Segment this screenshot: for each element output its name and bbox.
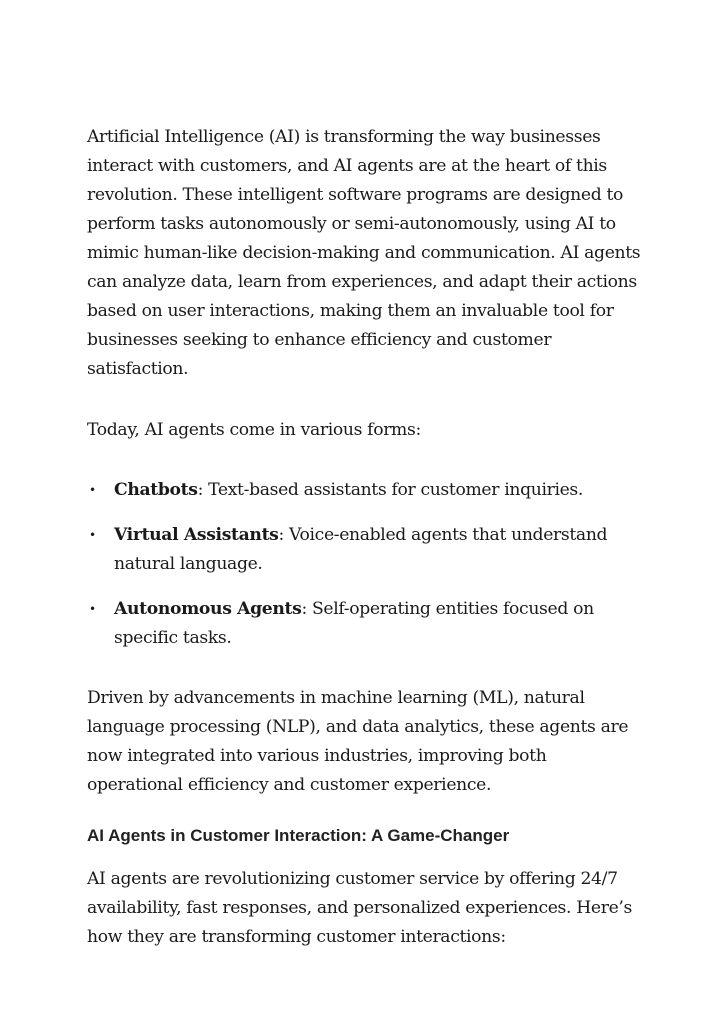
list-item-term: Virtual Assistants xyxy=(114,525,279,545)
list-item-description: : Voice-enabled agents that understand natural language. xyxy=(114,525,608,574)
intro-paragraph: Artificial Intelligence (AI) is transforming the way businesses interact with customers, and AI agents are at the heart of this revolution. These intelligent software programs are designed to perform tasks autonomously or semi-autonomously, using AI to mimic human-like decision-making and communication. AI agents can analyze data, learn from experiences, and adapt their actions based on user interactions, making them an invaluable tool for businesses seeking to enhance efficiency and customer satisfaction. xyxy=(87,127,641,379)
bullet-icon: • xyxy=(89,528,96,542)
list-item-chatbots xyxy=(87,476,647,505)
bullet-icon: • xyxy=(89,483,96,497)
list-item-virtual-assistants xyxy=(87,521,647,579)
section-paragraph: AI agents are revolutionizing customer service by offering 24/7 availability, fast responses, and personalized experiences. Here’s how they are transforming customer interactions: xyxy=(87,869,632,947)
list-item-term: Autonomous Agents xyxy=(114,599,302,619)
list-item-autonomous-agents xyxy=(87,595,647,653)
document-page xyxy=(87,123,647,952)
ai-agent-forms-list xyxy=(87,476,647,653)
bullet-icon: • xyxy=(89,602,96,616)
forms-intro-paragraph: Today, AI agents come in various forms: xyxy=(87,420,421,440)
section-heading: AI Agents in Customer Interaction: A Game-Changer xyxy=(87,826,510,845)
list-item-term: Chatbots xyxy=(114,480,198,500)
drivers-paragraph: Driven by advancements in machine learning (ML), natural language processing (NLP), and data analytics, these agents are now integrated into various industries, improving both operational efficiency and customer experience. xyxy=(87,688,629,795)
list-item-description: : Self-operating entities focused on specific tasks. xyxy=(114,599,594,648)
list-item-description: : Text-based assistants for customer inquiries. xyxy=(197,480,584,500)
